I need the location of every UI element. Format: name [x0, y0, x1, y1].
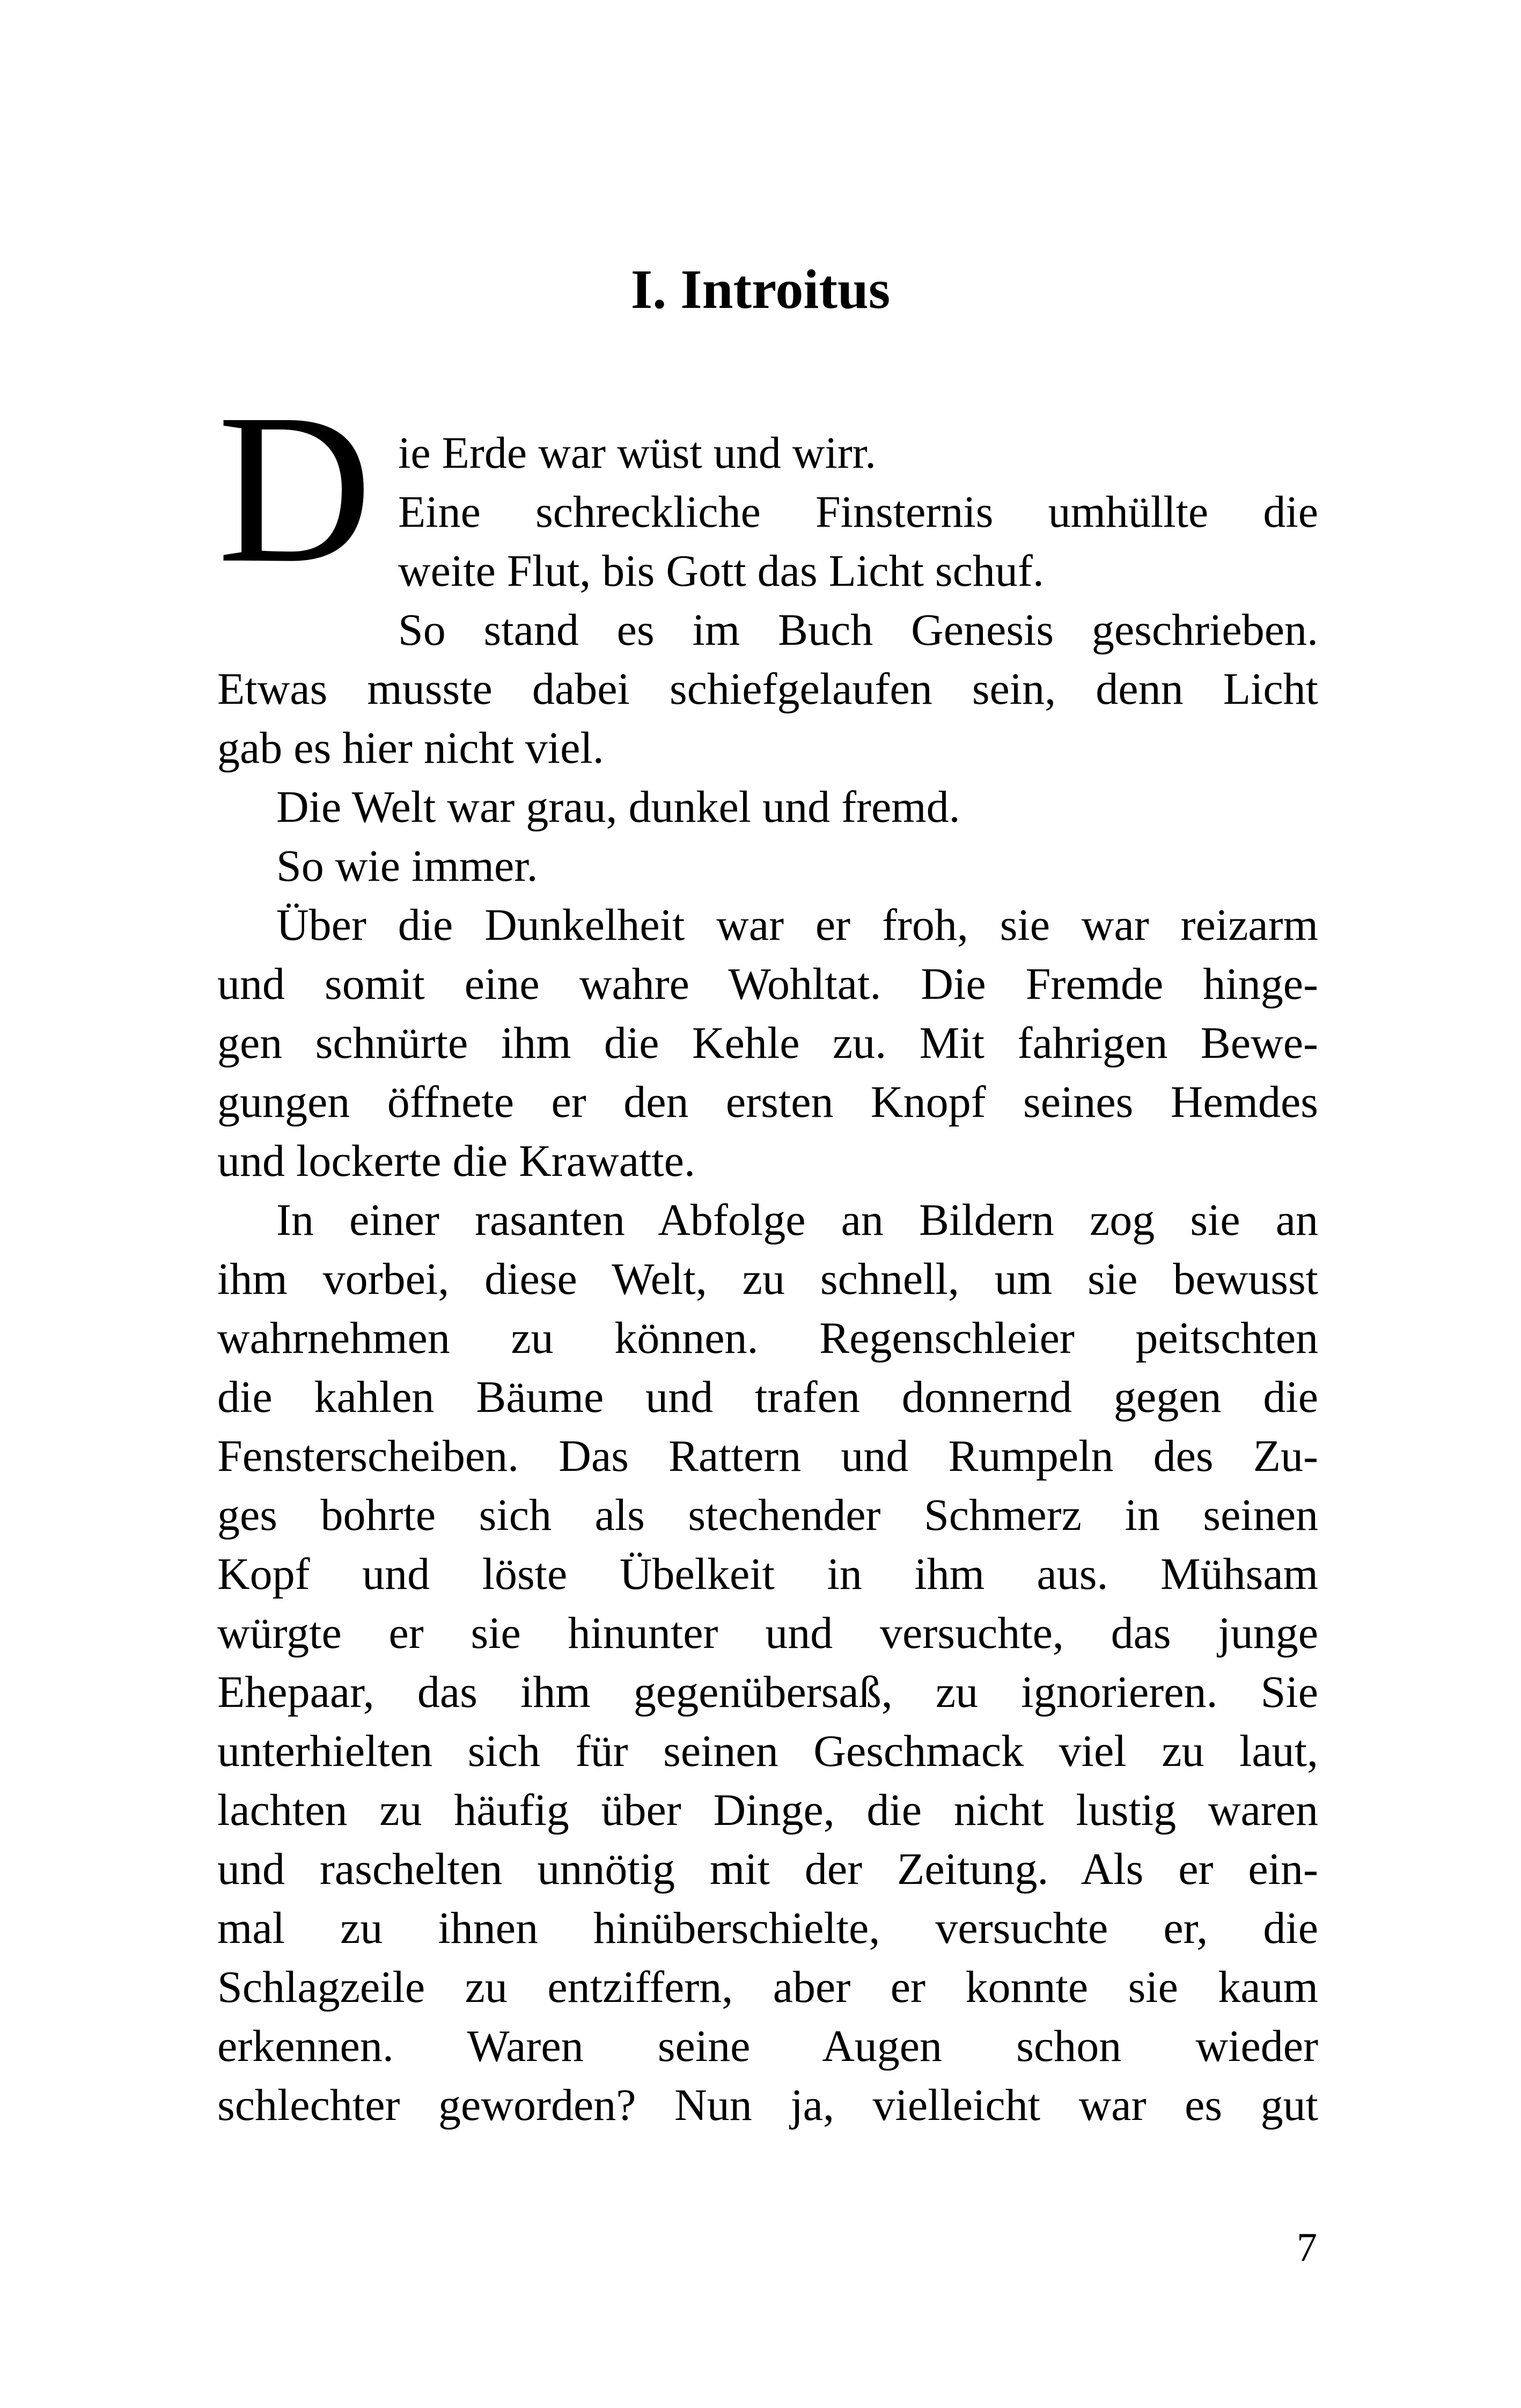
text-line: und raschelten unnötig mit der Zeitung. Als er ein- [217, 1844, 1318, 1894]
text-line: gungen öffnete er den ersten Knopf seines Hemdes [217, 1077, 1318, 1127]
text-line: ie Erde war wüst und wirr. [398, 428, 877, 478]
text-line: unterhielten sich für seinen Geschmack viel zu laut, [217, 1726, 1318, 1776]
chapter-title: I. Introitus [630, 259, 891, 320]
text-line: die kahlen Bäume und trafen donnernd gegen die [217, 1372, 1318, 1422]
text-line: So wie immer. [276, 841, 538, 891]
text-line: Über die Dunkelheit war er froh, sie war reizarm [276, 900, 1318, 950]
text-line: würgte er sie hinunter und versuchte, das junge [217, 1608, 1318, 1658]
text-line: und lockerte die Krawatte. [217, 1136, 695, 1186]
text-line: weite Flut, bis Gott das Licht schuf. [398, 546, 1044, 596]
text-line: In einer rasanten Abfolge an Bildern zog sie an [276, 1195, 1318, 1245]
text-line: gen schnürte ihm die Kehle zu. Mit fahrigen Bewe- [217, 1018, 1318, 1068]
text-line: Ehepaar, das ihm gegenübersaß, zu ignorieren. Sie [217, 1667, 1318, 1717]
text-line: So stand es im Buch Genesis geschrieben. [398, 605, 1318, 655]
text-line: gab es hier nicht viel. [217, 723, 604, 773]
text-line: Kopf und löste Übelkeit in ihm aus. Mühsam [217, 1549, 1318, 1599]
text-line: Schlagzeile zu entziffern, aber er konnte sie kaum [217, 1962, 1318, 2012]
text-line: Die Welt war grau, dunkel und fremd. [276, 782, 960, 832]
text-line: und somit eine wahre Wohltat. Die Fremde hinge- [217, 959, 1318, 1009]
text-line: Etwas musste dabei schiefgelaufen sein, denn Licht [217, 664, 1318, 714]
text-line: wahrnehmen zu können. Regenschleier peitschten [217, 1313, 1318, 1363]
text-line: ihm vorbei, diese Welt, zu schnell, um sie bewusst [217, 1254, 1318, 1304]
text-line: ges bohrte sich als stechender Schmerz in seinen [217, 1490, 1318, 1540]
text-line: Fensterscheiben. Das Rattern und Rumpeln des Zu- [217, 1431, 1318, 1481]
drop-cap: D [217, 370, 372, 607]
text-line: Eine schreckliche Finsternis umhüllte die [398, 487, 1318, 537]
page-number: 7 [1297, 2225, 1317, 2270]
text-line: erkennen. Waren seine Augen schon wieder [217, 2021, 1318, 2071]
text-line: schlechter geworden? Nun ja, vielleicht war es gut [217, 2080, 1318, 2130]
text-line: mal zu ihnen hinüberschielte, versuchte er, die [217, 1903, 1318, 1953]
text-line: lachten zu häufig über Dinge, die nicht lustig waren [217, 1785, 1318, 1835]
